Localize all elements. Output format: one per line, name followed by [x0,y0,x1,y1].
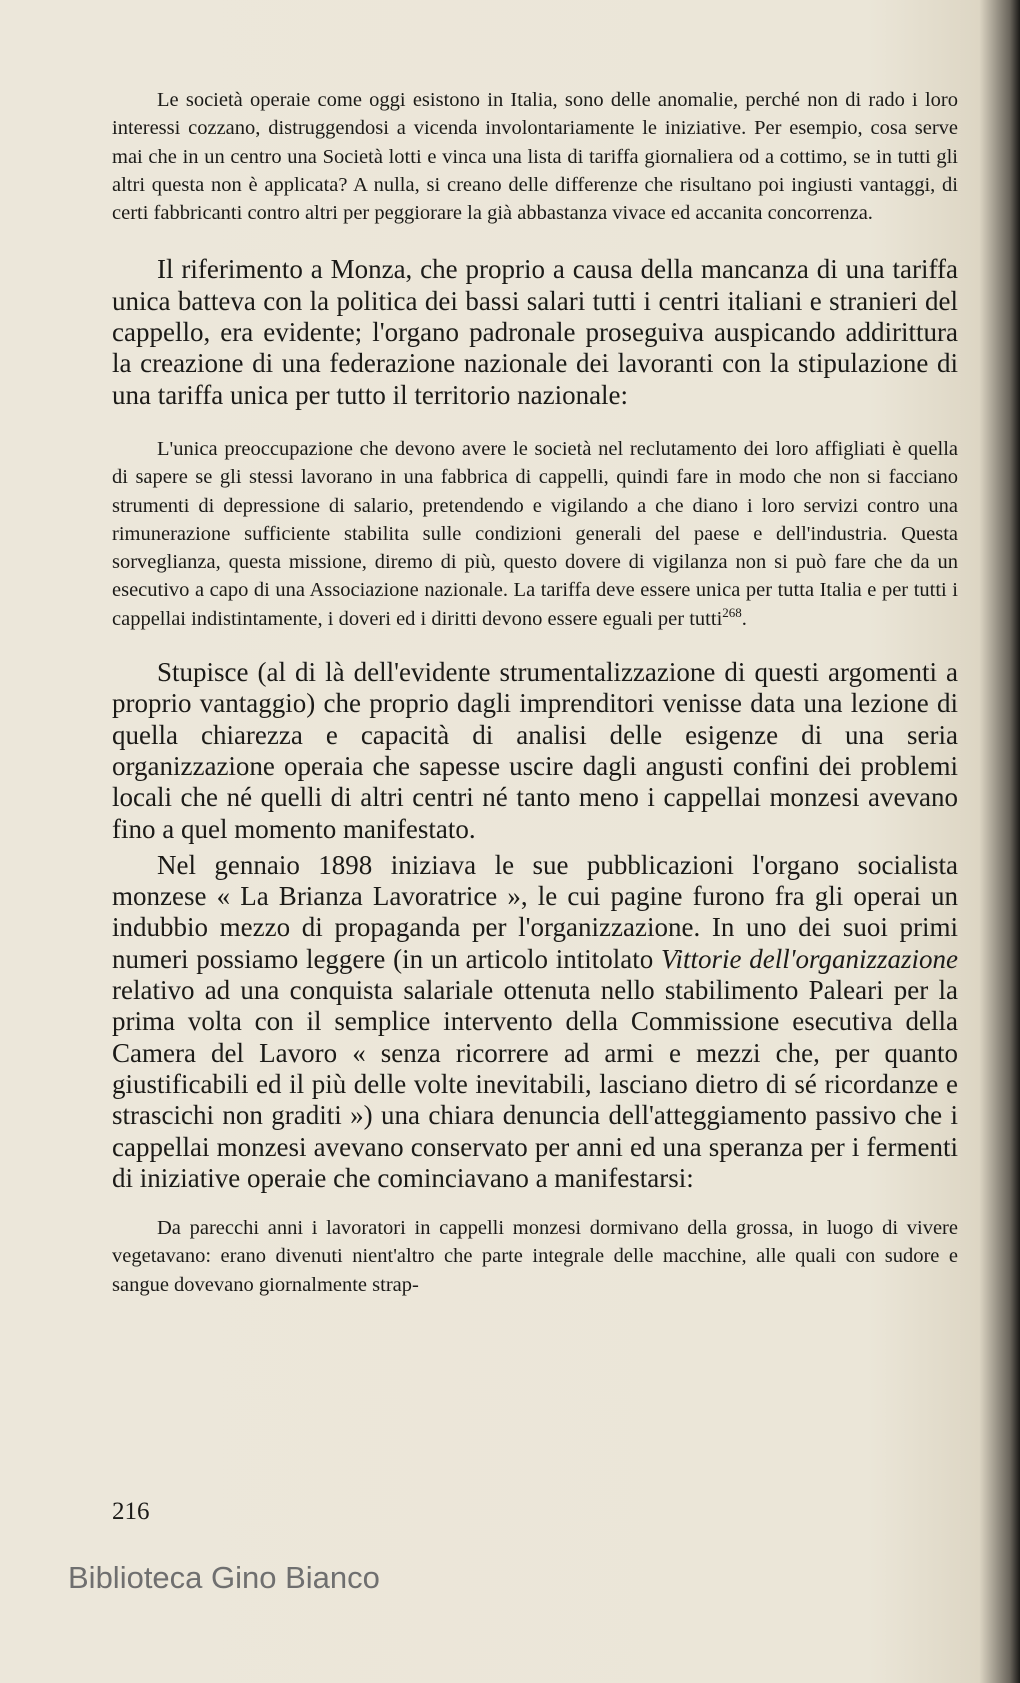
block-quote-1: Le società operaie come oggi esistono in Italia, sono delle anomalie, perché non di rado i loro interessi cozzano, distruggendosi a vicenda involontariamente le iniziative. Per esempio, cosa serve mai che in un centro una Società lotti e vinca una lista di tariffa giornaliera od a cottimo, se in tutti gli altri questa non è applicata? A nulla, si creano delle differenze che risultano poi ingiusti vantaggi, di certi fabbricanti contro altri per peggiorare la già abbastanza vivace ed accanita concorrenza. [112,89,958,225]
block-quote-3: Da parecchi anni i lavoratori in cappelli monzesi dormivano della grossa, in luogo di vivere vegetavano: erano divenuti nient'altro che parte integrale delle macchine, alle quali con sudore e sangue dovevano giornalmente strap- [112,1217,958,1296]
body-paragraph-3-start: Nel gennaio 1898 iniziava le sue pubblicazioni l'organo socialista monzese « La Brianza Lavoratrice », le cui pagine furono fra gli operai un indubbio mezzo di propaganda per l'organizzazione. In uno dei suoi primi numeri possiamo leggere (in un articolo intitolato [112,849,958,974]
body-paragraph-3-end: relativo ad una conquista salariale ottenuta nello stabilimento Paleari per la prima volta con il semplice intervento della Commissione esecutiva della Camera del Lavoro « senza ricorrere ad armi e mezzi che, per quanto giustificabili ed il più delle volte inevitabili, lasciano dietro di sé ricordanze e strascichi non graditi ») una chiara denuncia dell'atteggiamento passivo che i cappellai monzesi avevano conservato per anni ed una speranza per i fermenti di iniziative operaie che cominciavano a manifestarsi: [112,975,958,1193]
block-quote-2 [112,435,958,633]
block-quote-2-text: L'unica preoccupazione che devono avere le società nel reclutamento dei loro affigliati è quella di sapere se gli stessi lavorano in una fabbrica di cappelli, quindi fare in modo che non si facciano strumenti di depressione di salario, pretendendo e vigilando a che diano i loro servizi contro una rimunerazione sufficiente stabilita sulle condizioni generali del paese e dell'industria. Questa sorveglianza, questa missione, diremo di più, questo dovere di vigilanza non si può fare che da un esecutivo a capo di una Associazione nazionale. La tariffa deve essere unica per tutta Italia e per tutti i cappellai indistintamente, i doveri ed i diritti devono essere eguali per tutti [112,437,958,630]
block-quote-2-end: . [741,607,747,630]
body-paragraph-1: Il riferimento a Monza, che proprio a causa della mancanza di una tariffa unica batteva con la politica dei bassi salari tutti i centri italiani e stranieri del cappello, era evidente; l'organo padronale proseguiva auspicando addirittura la creazione di una federazione nazionale dei lavoranti con la stipulazione di una tariffa unica per tutto il territorio nazionale: [112,254,958,410]
footnote-reference[interactable]: 268 [722,604,742,620]
body-paragraph-2: Stupisce (al di là dell'evidente strumentalizzazione di questi argomenti a proprio vantaggio) che proprio dagli imprenditori venisse data una lezione di quella chiarezza e capacità di analisi delle esigenze di una seria organizzazione operaia che sapesse uscire dagli angusti confini dei problemi locali che né quelli di altri centri né tanto meno i cappellai monzesi avevano fino a quel momento manifestato. [112,657,958,844]
page-text [112,86,958,1299]
article-title: Vittorie dell'organizzazione [661,943,958,974]
page-number: 216 [112,1498,150,1525]
library-watermark: Biblioteca Gino Bianco [68,1560,380,1595]
body-paragraph-3 [112,850,958,1194]
